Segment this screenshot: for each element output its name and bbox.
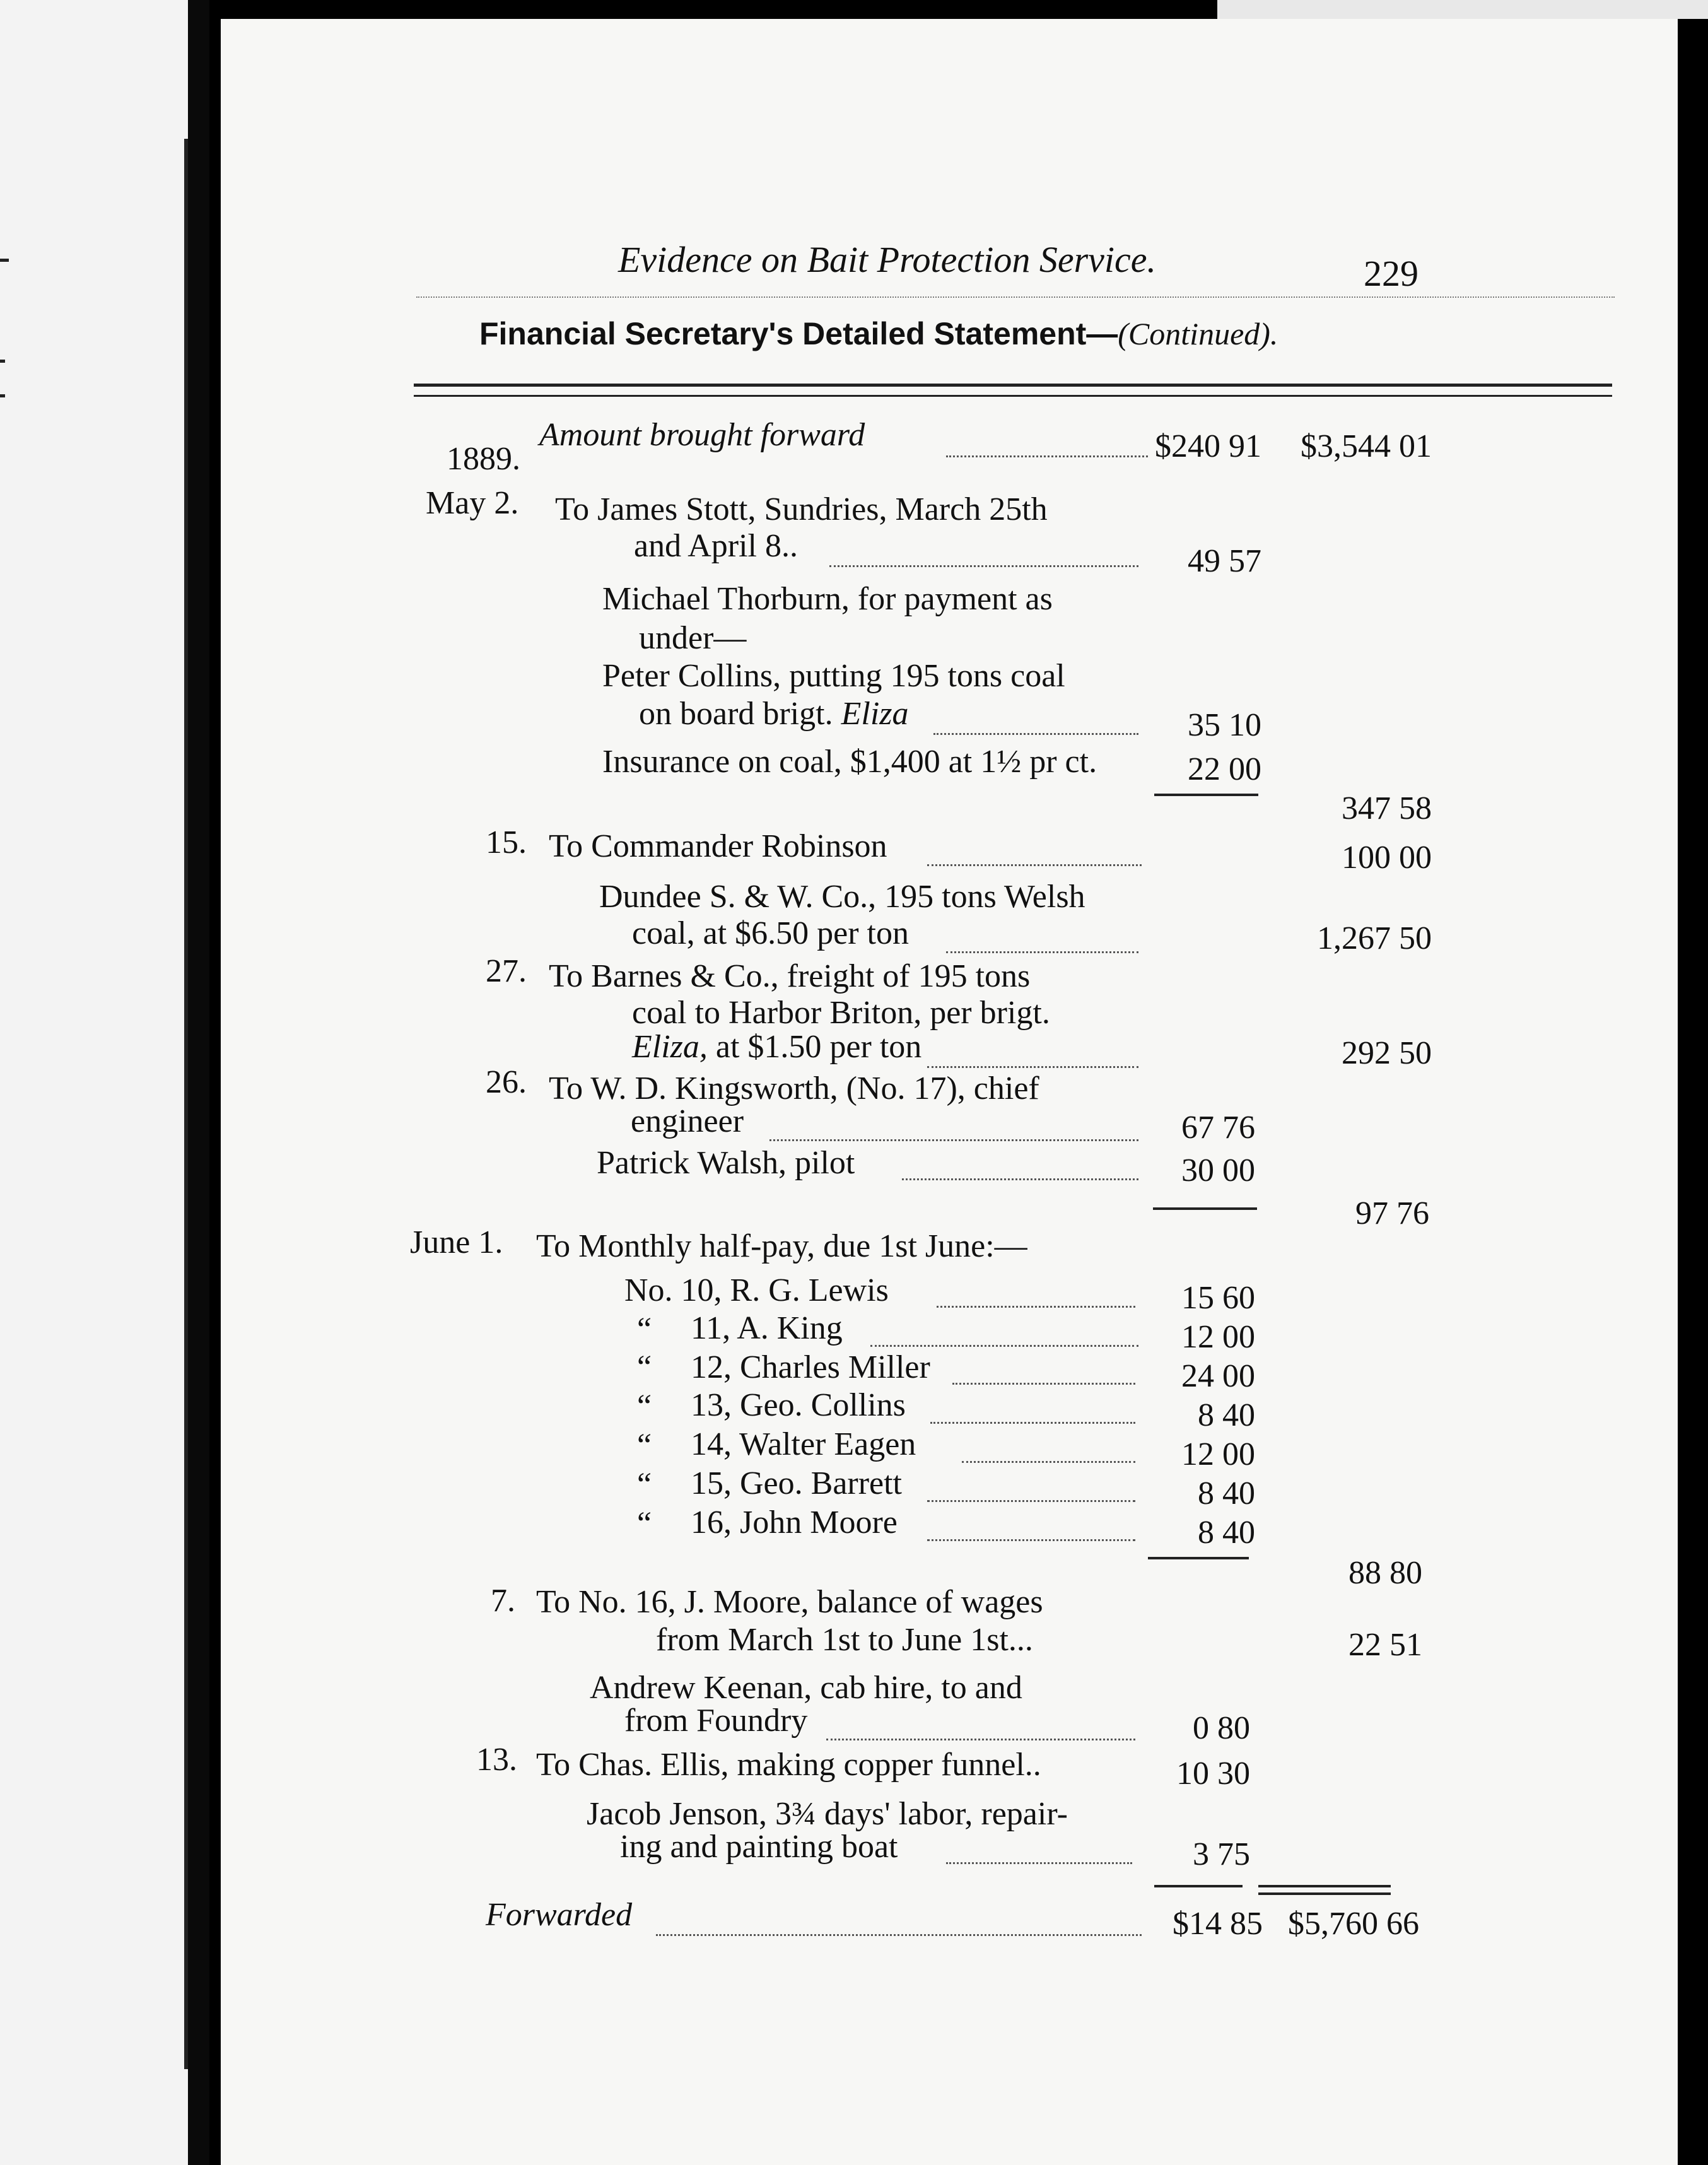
facing-page <box>0 0 188 2165</box>
leader-dots <box>870 1345 1138 1347</box>
statement-title-continued: (Continued). <box>1118 316 1278 351</box>
entry-text: 13, Geo. Collins <box>691 1387 906 1423</box>
amount-col2: 22 51 <box>1348 1627 1422 1663</box>
subtotal-rule <box>1148 1557 1249 1559</box>
entry-text-part: on board brigt. <box>639 696 841 732</box>
amount-col2: 100 00 <box>1342 840 1432 876</box>
amount-col1: 0 80 <box>1193 1710 1250 1746</box>
entry-date: 7. <box>491 1583 515 1619</box>
entry-text: coal to Harbor Briton, per brigt. <box>632 995 1050 1031</box>
amount-col2: 347 58 <box>1342 790 1432 826</box>
amount-col1: 30 00 <box>1181 1153 1255 1188</box>
entry-text <box>632 1028 921 1065</box>
total-rule <box>1258 1892 1391 1895</box>
amount-col1: 12 00 <box>1181 1436 1255 1472</box>
leader-dots <box>946 951 1138 953</box>
entry-text: To Commander Robinson <box>549 828 887 864</box>
entry-text: 11, A. King <box>691 1310 843 1346</box>
amount-col2: 88 80 <box>1348 1555 1422 1591</box>
entry-text: ing and painting boat <box>620 1829 898 1865</box>
entry-text: Michael Thorburn, for payment as <box>602 581 1053 617</box>
leader-dots <box>902 1178 1138 1180</box>
entry-text: 15, Geo. Barrett <box>691 1465 903 1501</box>
amount-col2: 1,267 50 <box>1317 920 1432 956</box>
entry-text: To James Stott, Sundries, March 25th <box>555 491 1048 527</box>
vessel-name: Eliza <box>841 696 909 732</box>
amount-col1: 15 60 <box>1181 1280 1255 1316</box>
title-rule-bottom <box>414 395 1612 397</box>
ditto-mark: “ <box>637 1388 652 1424</box>
amount-col1: 8 40 <box>1198 1397 1255 1433</box>
entry-text: and April 8.. <box>634 528 798 564</box>
entry-text: To Chas. Ellis, making copper funnel.. <box>536 1747 1041 1783</box>
total-rule <box>1258 1885 1391 1887</box>
amount-col1: 24 00 <box>1181 1358 1255 1394</box>
forwarded-col2: $5,760 66 <box>1288 1906 1419 1942</box>
statement-title <box>479 315 1278 352</box>
entry-date: 27. <box>486 953 527 989</box>
subtotal-rule <box>1154 794 1258 796</box>
entry-text: Peter Collins, putting 195 tons coal <box>602 658 1065 694</box>
book-gutter <box>188 0 209 2165</box>
entry-text: To W. D. Kingsworth, (No. 17), chief <box>549 1071 1039 1106</box>
entry-text: 16, John Moore <box>691 1505 898 1540</box>
entry-text: 12, Charles Miller <box>691 1349 930 1385</box>
page-number: 229 <box>1364 253 1418 294</box>
entry-date: 13. <box>476 1742 517 1778</box>
subtotal-rule <box>1153 1207 1257 1210</box>
ditto-mark: “ <box>637 1428 652 1464</box>
ditto-mark: “ <box>637 1467 652 1503</box>
ditto-mark: “ <box>637 1349 652 1385</box>
entry-date: 26. <box>486 1064 527 1100</box>
vessel-name: Eliza, <box>632 1029 708 1065</box>
amount-col1: 10 30 <box>1176 1756 1250 1792</box>
page-edge <box>1217 0 1708 19</box>
amount-col1: 49 57 <box>1188 543 1261 579</box>
amount-col1: 8 40 <box>1198 1515 1255 1551</box>
entry-date: June 1. <box>410 1224 503 1260</box>
ditto-mark: “ <box>637 1506 652 1542</box>
entry-text: Insurance on coal, $1,400 at 1½ pr ct. <box>602 744 1097 780</box>
leader-dots <box>769 1139 1138 1141</box>
entry-text <box>639 695 909 732</box>
facing-page-mark <box>0 360 5 363</box>
entry-text: To Barnes & Co., freight of 195 tons <box>549 958 1031 994</box>
amount-col2: 97 76 <box>1355 1195 1429 1231</box>
facing-page-mark <box>0 394 5 397</box>
entry-text: To Monthly half-pay, due 1st June:— <box>536 1228 1027 1264</box>
amount-col1: 22 00 <box>1188 751 1261 787</box>
total-rule <box>1154 1885 1243 1887</box>
entry-text: Jacob Jenson, 3¾ days' labor, repair- <box>587 1796 1068 1832</box>
entry-text: under— <box>639 620 747 656</box>
amount-col1: 12 00 <box>1181 1319 1255 1355</box>
leader-dots <box>933 733 1138 735</box>
entry-date: May 2. <box>426 485 519 521</box>
amount-col2: 292 50 <box>1342 1035 1432 1071</box>
entry-text: from March 1st to June 1st... <box>656 1622 1033 1658</box>
title-rule-top <box>414 384 1612 387</box>
entry-text: No. 10, R. G. Lewis <box>624 1272 889 1308</box>
leader-dots <box>927 1066 1138 1068</box>
entry-text-part: at $1.50 per ton <box>707 1029 922 1065</box>
forwarded-col1: $14 85 <box>1173 1906 1263 1942</box>
forwarded-label: Forwarded <box>486 1897 633 1933</box>
ditto-mark: “ <box>637 1311 652 1347</box>
amount-col1: 8 40 <box>1198 1476 1255 1511</box>
year: 1889. <box>447 441 520 477</box>
leader-dots <box>826 1739 1135 1740</box>
brought-forward-col2: $3,544 01 <box>1301 428 1432 464</box>
brought-forward-label: Amount brought forward <box>539 417 865 453</box>
entry-text: Dundee S. & W. Co., 195 tons Welsh <box>599 879 1085 915</box>
leader-dots <box>656 1934 1142 1936</box>
amount-col1: 67 76 <box>1181 1110 1255 1146</box>
entry-date: 15. <box>486 824 527 860</box>
document-page <box>221 19 1678 2165</box>
entry-text: engineer <box>631 1103 744 1139</box>
brought-forward-col1: $240 91 <box>1155 428 1261 464</box>
amount-col1: 35 10 <box>1188 707 1261 743</box>
entry-text: Patrick Walsh, pilot <box>597 1145 855 1181</box>
amount-col1: 3 75 <box>1193 1836 1250 1872</box>
leader-dots <box>927 864 1142 866</box>
leader-dots <box>829 565 1138 567</box>
entry-text: To No. 16, J. Moore, balance of wages <box>536 1584 1043 1620</box>
statement-title-main: Financial Secretary's Detailed Statement— <box>479 316 1118 351</box>
entry-text: from Foundry <box>624 1703 808 1739</box>
header-rule <box>416 296 1615 298</box>
facing-page-mark <box>0 259 9 262</box>
entry-text: Andrew Keenan, cab hire, to and <box>590 1670 1022 1706</box>
running-head: Evidence on Bait Protection Service. <box>618 239 1157 280</box>
entry-text: 14, Walter Eagen <box>691 1426 916 1462</box>
entry-text: coal, at $6.50 per ton <box>632 915 909 951</box>
